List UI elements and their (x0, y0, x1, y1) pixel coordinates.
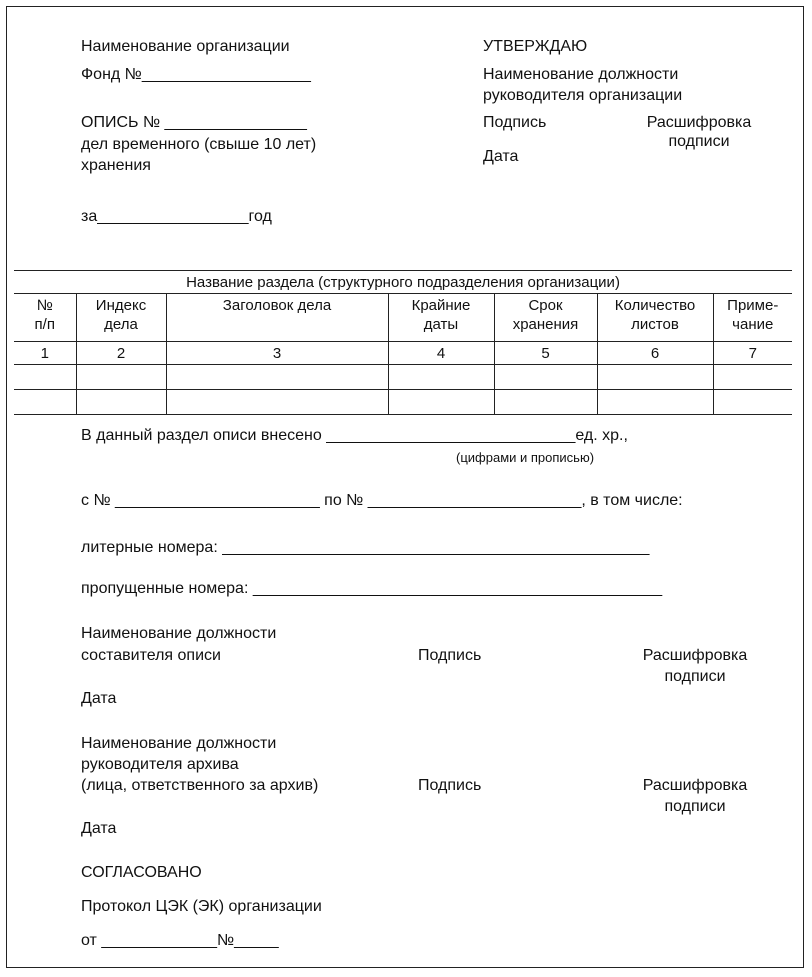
archive-decode-2: подписи (664, 798, 726, 815)
column-header: Количество листов (597, 294, 713, 342)
opis-desc-line-1: дел временного (свыше 10 лет) (81, 136, 317, 153)
table-row (14, 365, 792, 390)
table-cell[interactable] (597, 365, 713, 390)
inventory-table (14, 270, 792, 415)
table-cell[interactable] (713, 365, 792, 390)
opis-number: ОПИСЬ № ________________ (81, 114, 307, 131)
entered-hint: (цифрами и прописью) (456, 450, 595, 465)
table-cell[interactable] (494, 390, 597, 415)
column-header: Индекс дела (76, 294, 166, 342)
approver-position-1: Наименование должности (483, 66, 679, 83)
column-header: № п/п (14, 294, 76, 342)
opis-desc-line-2: хранения (81, 157, 151, 174)
section-title: Название раздела (структурного подразделения организации) (14, 271, 792, 294)
missing-numbers: пропущенные номера: ______________________________________________ (81, 580, 663, 597)
protocol-date: от _____________№_____ (81, 932, 279, 949)
archive-signature: Подпись (418, 777, 482, 794)
compiler-position-2: составителя описи (81, 647, 221, 664)
archive-position-3: (лица, ответственного за архив) (81, 777, 319, 794)
table-cell[interactable] (713, 390, 792, 415)
table-cell[interactable] (14, 365, 76, 390)
approver-signature: Подпись (483, 114, 547, 131)
compiler-signature: Подпись (418, 647, 482, 664)
compiler-decode-2: подписи (664, 668, 726, 685)
table-cell[interactable] (14, 390, 76, 415)
approver-decode-2: подписи (668, 133, 730, 150)
column-number: 5 (494, 342, 597, 365)
column-number: 3 (166, 342, 388, 365)
approve-heading: УТВЕРЖДАЮ (483, 38, 588, 55)
compiler-decode-1: Расшифровка (642, 647, 748, 664)
column-number: 1 (14, 342, 76, 365)
table-header-row (14, 294, 792, 342)
entered-count: В данный раздел описи внесено ____________________________ед. хр., (81, 427, 628, 444)
table-cell[interactable] (76, 365, 166, 390)
column-number-row (14, 342, 792, 365)
archive-date: Дата (81, 820, 117, 837)
compiler-date: Дата (81, 690, 117, 707)
column-number: 2 (76, 342, 166, 365)
table-cell[interactable] (76, 390, 166, 415)
column-header: Заголовок дела (166, 294, 388, 342)
column-number: 7 (713, 342, 792, 365)
fond-field: Фонд №___________________ (81, 66, 311, 83)
table-row (14, 390, 792, 415)
column-header: Крайние даты (388, 294, 494, 342)
approver-decode-1: Расшифровка (646, 114, 752, 131)
table-cell[interactable] (166, 390, 388, 415)
column-number: 6 (597, 342, 713, 365)
archive-position-1: Наименование должности (81, 735, 277, 752)
table-cell[interactable] (388, 365, 494, 390)
org-name: Наименование организации (81, 38, 290, 55)
archive-decode-1: Расшифровка (642, 777, 748, 794)
archive-position-2: руководителя архива (81, 756, 239, 773)
table-cell[interactable] (388, 390, 494, 415)
year-field: за_________________год (81, 208, 272, 225)
letter-numbers: литерные номера: ________________________________________________ (81, 539, 650, 556)
approver-date: Дата (483, 148, 519, 165)
approver-position-2: руководителя организации (483, 87, 683, 104)
number-range: с № _______________________ по № ________________________, в том числе: (81, 492, 683, 509)
table-cell[interactable] (597, 390, 713, 415)
protocol-label: Протокол ЦЭК (ЭК) организации (81, 898, 322, 915)
column-number: 4 (388, 342, 494, 365)
column-header: Приме- чание (713, 294, 792, 342)
compiler-position-1: Наименование должности (81, 625, 277, 642)
agreed-heading: СОГЛАСОВАНО (81, 864, 202, 881)
column-header: Срок хранения (494, 294, 597, 342)
table-cell[interactable] (166, 365, 388, 390)
table-cell[interactable] (494, 365, 597, 390)
